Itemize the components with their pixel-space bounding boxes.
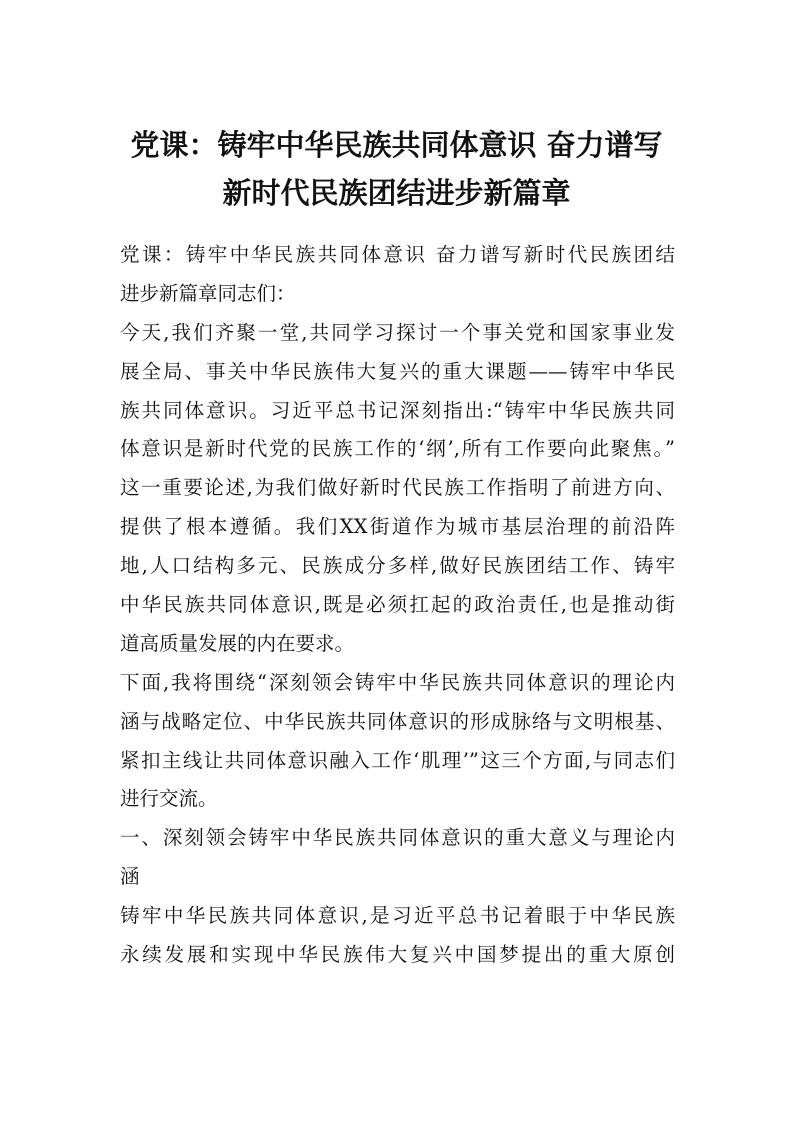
body-line: 道高质量发展的内在要求。	[120, 631, 355, 655]
body-line: 党课：铸牢中华民族共同体意识 奋力谱写新时代民族团结	[120, 243, 675, 266]
body-line: 进行交流。	[120, 787, 218, 811]
document-title-line-1: 党课：铸牢中华民族共同体意识 奋力谱写	[130, 128, 663, 162]
body-line: 这一重要论述,为我们做好新时代民族工作指明了前进方向、	[120, 476, 675, 500]
document-title-line-2: 新时代民族团结进步新篇章	[222, 176, 571, 210]
body-line: 永续发展和实现中华民族伟大复兴中国梦提出的重大原创	[120, 943, 675, 967]
section-heading-line: 涵	[120, 865, 140, 889]
body-line: 提供了根本遵循。我们XX街道作为城市基层治理的前沿阵	[120, 515, 675, 539]
body-line: 体意识是新时代党的民族工作的‘纲’,所有工作要向此聚焦。”	[120, 437, 675, 461]
body-line: 铸牢中华民族共同体意识,是习近平总书记着眼于中华民族	[120, 904, 675, 928]
body-line: 下面,我将围绕“深刻领会铸牢中华民族共同体意识的理论内	[120, 670, 675, 694]
body-line: 地,人口结构多元、民族成分多样,做好民族团结工作、铸牢	[120, 554, 675, 578]
body-line: 今天,我们齐聚一堂,共同学习探讨一个事关党和国家事业发	[120, 320, 675, 344]
body-line: 族共同体意识。习近平总书记深刻指出:“铸牢中华民族共同	[120, 398, 675, 422]
body-line: 中华民族共同体意识,既是必须扛起的政治责任,也是推动街	[120, 593, 675, 617]
body-line: 展全局、事关中华民族伟大复兴的重大课题——铸牢中华民	[120, 359, 675, 383]
document-body	[120, 236, 675, 975]
body-line: 涵与战略定位、中华民族共同体意识的形成脉络与文明根基、	[120, 709, 675, 733]
body-line: 紧扣主线让共同体意识融入工作‘肌理’”这三个方面,与同志们	[120, 748, 675, 772]
section-heading-line: 一、深刻领会铸牢中华民族共同体意识的重大意义与理论内	[120, 826, 675, 850]
body-line: 进步新篇章同志们：	[120, 281, 296, 305]
